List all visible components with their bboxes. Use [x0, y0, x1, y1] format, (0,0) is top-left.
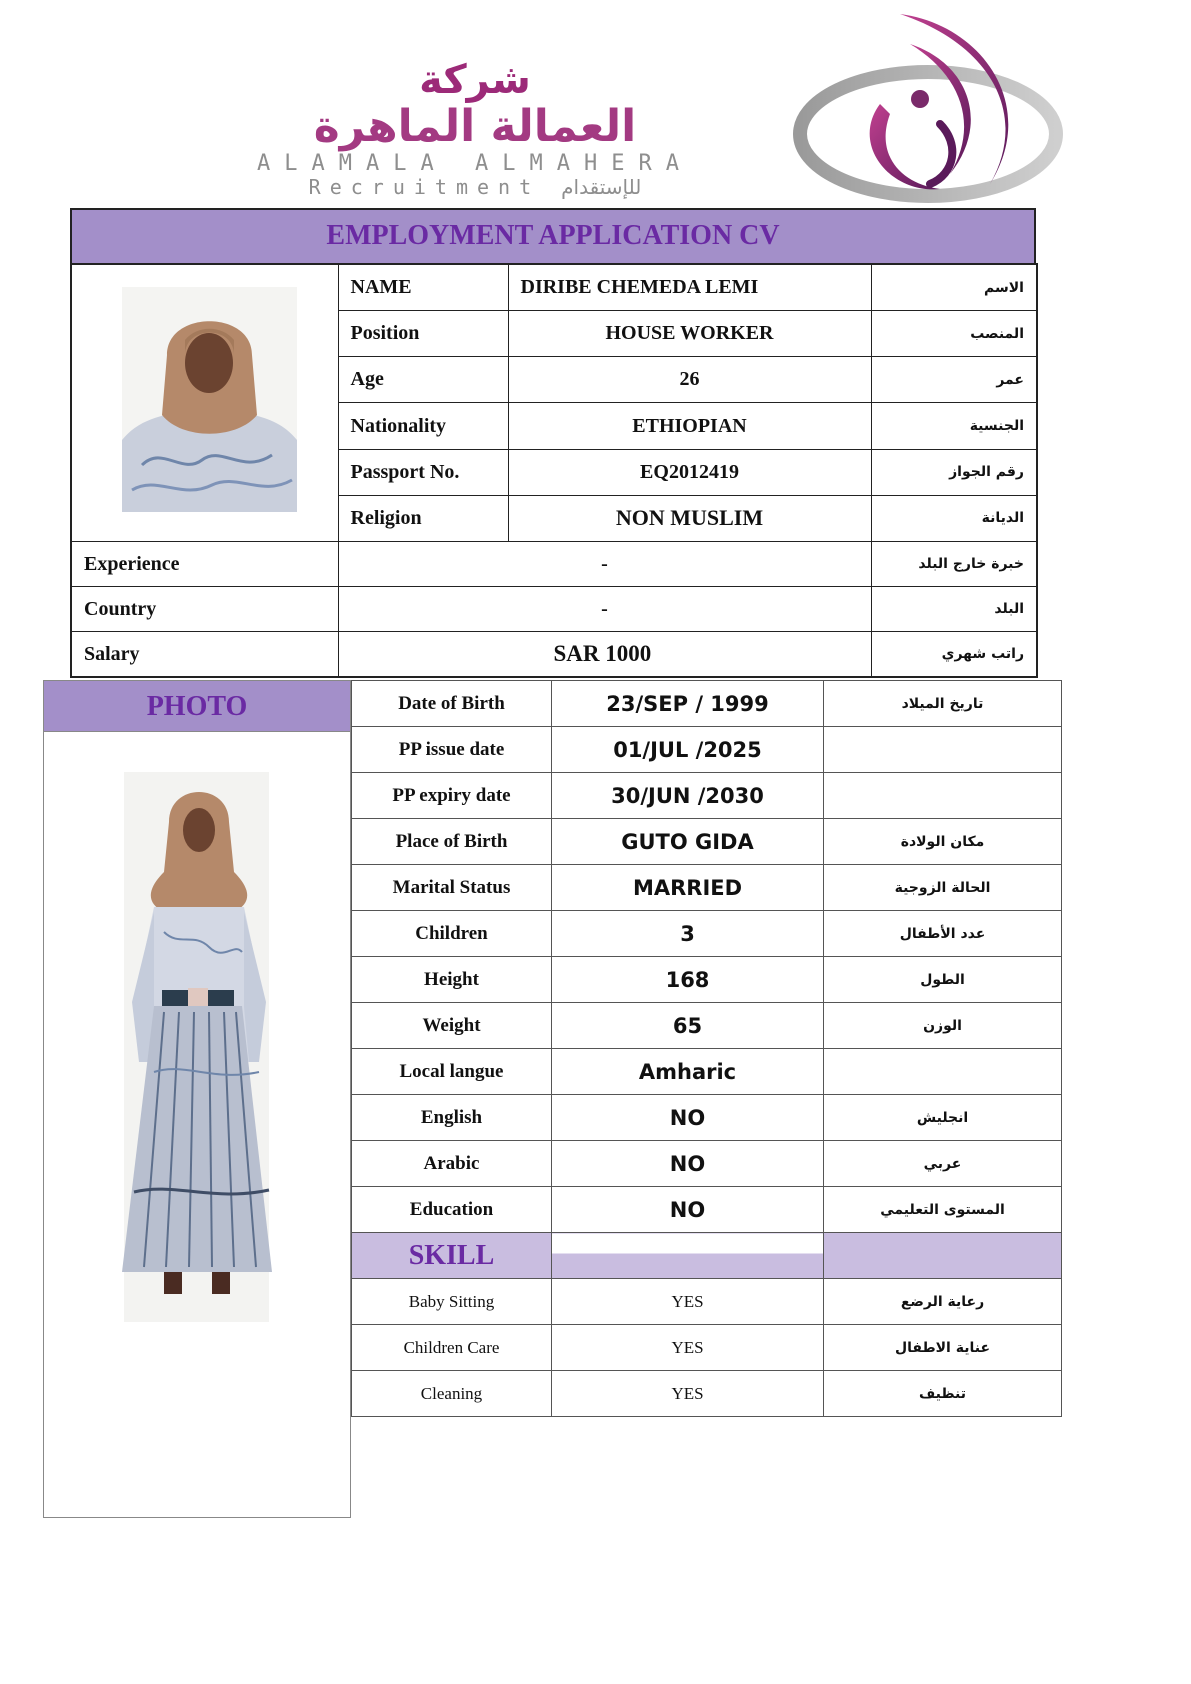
religion-label: Religion: [338, 495, 508, 541]
cv-title: EMPLOYMENT APPLICATION CV: [70, 208, 1036, 263]
marital-label: Marital Status: [352, 865, 552, 911]
skill-header-row: [352, 1233, 1062, 1279]
table-row: [71, 632, 1037, 678]
dob-arabic: تاريخ الميلاد: [824, 681, 1062, 727]
arabic-arabic: عربي: [824, 1141, 1062, 1187]
table-row: [352, 1371, 1062, 1417]
table-row: [352, 1187, 1062, 1233]
birthplace-arabic: مكان الولادة: [824, 819, 1062, 865]
experience-value: -: [338, 542, 871, 587]
height-arabic: الطول: [824, 957, 1062, 1003]
birthplace-label: Place of Birth: [352, 819, 552, 865]
pp-expiry-value: 30/JUN /2030: [552, 773, 824, 819]
position-value: HOUSE WORKER: [508, 311, 871, 357]
logo-arabic-sub: للإستقدام: [561, 175, 642, 199]
passport-value: EQ2012419: [508, 449, 871, 495]
table-row: [352, 727, 1062, 773]
table-row: [352, 911, 1062, 957]
table-row: [352, 681, 1062, 727]
pp-issue-label: PP issue date: [352, 727, 552, 773]
pp-expiry-arabic: [824, 773, 1062, 819]
religion-arabic: الديانة: [871, 495, 1037, 541]
portrait-photo: [72, 265, 339, 535]
english-arabic: انجليش: [824, 1095, 1062, 1141]
table-row: [71, 542, 1037, 587]
age-arabic: عمر: [871, 357, 1037, 403]
position-arabic: المنصب: [871, 311, 1037, 357]
table-row: [352, 1095, 1062, 1141]
logo-arabic-top: شركة: [419, 57, 531, 103]
local-language-label: Local langue: [352, 1049, 552, 1095]
education-label: Education: [352, 1187, 552, 1233]
salary-value: SAR 1000: [338, 632, 871, 678]
skill-value: YES: [552, 1279, 824, 1325]
company-logo-wordmark: [180, 57, 770, 199]
age-value: 26: [508, 357, 871, 403]
name-label: NAME: [338, 264, 508, 311]
country-arabic: البلد: [871, 587, 1037, 632]
nationality-arabic: الجنسية: [871, 403, 1037, 449]
logo-english-sub: Recruitment: [308, 175, 541, 199]
skill-label: Children Care: [352, 1325, 552, 1371]
local-language-value: Amharic: [552, 1049, 824, 1095]
company-emblem-icon: [790, 4, 1080, 212]
skill-arabic: رعاية الرضع: [824, 1279, 1062, 1325]
english-value: NO: [552, 1095, 824, 1141]
table-row: [352, 773, 1062, 819]
passport-arabic: رقم الجواز: [871, 449, 1037, 495]
passport-label: Passport No.: [338, 449, 508, 495]
skill-header-blank-right: [824, 1233, 1062, 1279]
nationality-value: ETHIOPIAN: [508, 403, 871, 449]
salary-label: Salary: [71, 632, 338, 678]
table-row: [352, 1003, 1062, 1049]
nationality-label: Nationality: [338, 403, 508, 449]
dob-label: Date of Birth: [352, 681, 552, 727]
table-row: [352, 1325, 1062, 1371]
birthplace-value: GUTO GIDA: [552, 819, 824, 865]
religion-value: NON MUSLIM: [508, 495, 871, 541]
table-row: [352, 1049, 1062, 1095]
height-value: 168: [552, 957, 824, 1003]
skill-value: YES: [552, 1371, 824, 1417]
skill-value: YES: [552, 1325, 824, 1371]
skill-arabic: تنظيف: [824, 1371, 1062, 1417]
full-photo-panel: [43, 680, 351, 1518]
pp-issue-value: 01/JUL /2025: [552, 727, 824, 773]
skill-label: Baby Sitting: [352, 1279, 552, 1325]
children-value: 3: [552, 911, 824, 957]
weight-arabic: الوزن: [824, 1003, 1062, 1049]
skill-header-blank: [552, 1233, 824, 1279]
age-label: Age: [338, 357, 508, 403]
details-table: [351, 680, 1062, 1417]
weight-label: Weight: [352, 1003, 552, 1049]
logo-english: ALAMALA ALMAHERA: [257, 151, 693, 176]
children-label: Children: [352, 911, 552, 957]
table-row: [352, 957, 1062, 1003]
logo-arabic-main: العمالة الماهرة: [313, 101, 637, 152]
skill-label: Cleaning: [352, 1371, 552, 1417]
arabic-value: NO: [552, 1141, 824, 1187]
local-language-arabic: [824, 1049, 1062, 1095]
name-arabic: الاسم: [871, 264, 1037, 311]
weight-value: 65: [552, 1003, 824, 1049]
country-value: -: [338, 587, 871, 632]
pp-expiry-label: PP expiry date: [352, 773, 552, 819]
country-label: Country: [71, 587, 338, 632]
table-row: [352, 1141, 1062, 1187]
marital-arabic: الحالة الزوجية: [824, 865, 1062, 911]
table-row: [352, 1279, 1062, 1325]
table-row: [352, 819, 1062, 865]
photo-heading: PHOTO: [44, 681, 350, 732]
skill-heading: SKILL: [352, 1233, 552, 1279]
education-arabic: المستوى التعليمي: [824, 1187, 1062, 1233]
experience-arabic: خبرة خارج البلد: [871, 542, 1037, 587]
arabic-label: Arabic: [352, 1141, 552, 1187]
height-label: Height: [352, 957, 552, 1003]
english-label: English: [352, 1095, 552, 1141]
education-value: NO: [552, 1187, 824, 1233]
children-arabic: عدد الأطفال: [824, 911, 1062, 957]
table-row: [71, 587, 1037, 632]
name-value: DIRIBE CHEMEDA LEMI: [508, 264, 871, 311]
dob-value: 23/SEP / 1999: [552, 681, 824, 727]
position-label: Position: [338, 311, 508, 357]
personal-info-table: [70, 263, 1038, 678]
experience-label: Experience: [71, 542, 338, 587]
portrait-photo-cell: [71, 264, 338, 542]
table-row: [71, 264, 1037, 311]
full-body-photo: [44, 772, 350, 1372]
logo-english-sub-row: [180, 176, 770, 198]
marital-value: MARRIED: [552, 865, 824, 911]
salary-arabic: راتب شهري: [871, 632, 1037, 678]
table-row: [352, 865, 1062, 911]
skill-arabic: عناية الاطفال: [824, 1325, 1062, 1371]
pp-issue-arabic: [824, 727, 1062, 773]
